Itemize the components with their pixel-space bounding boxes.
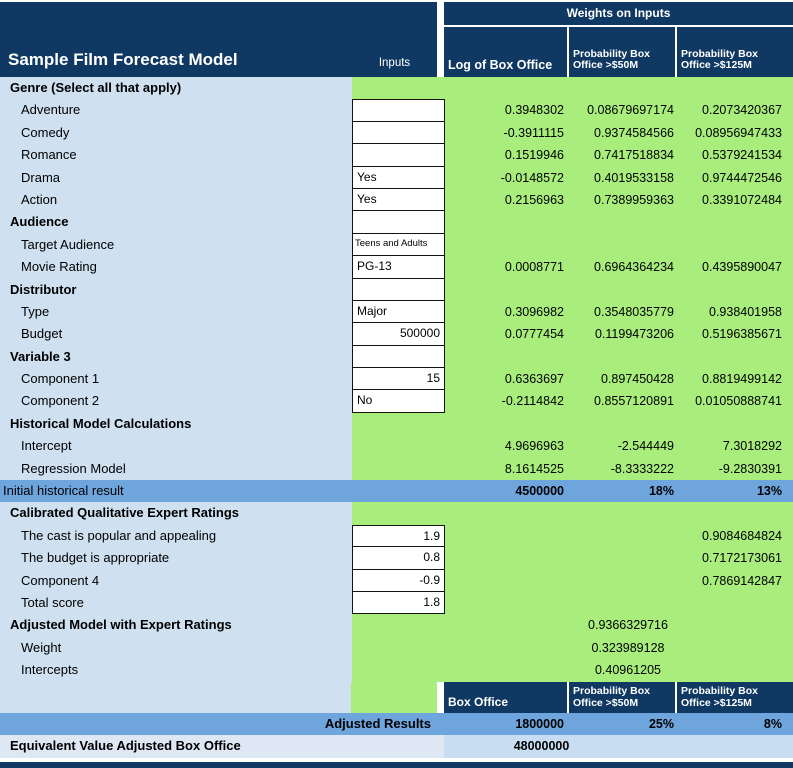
row-component-2: [0, 390, 793, 412]
row-label: Target Audience: [0, 234, 352, 256]
value-cell: 0.2156963: [504, 192, 564, 207]
row-label: Action: [0, 189, 352, 211]
section-row-calibrated: [0, 502, 793, 524]
page-title: Sample Film Forecast Model: [8, 50, 238, 69]
row-regression-model: [0, 458, 793, 480]
input-drama[interactable]: Yes: [352, 167, 445, 189]
row-component-4: [0, 570, 793, 592]
row-drama: [0, 167, 793, 189]
input-component-1[interactable]: 15: [352, 368, 445, 390]
row-label: Comedy: [0, 122, 352, 144]
row-label: Movie Rating: [0, 256, 352, 278]
value-cell: 0.3548035779: [594, 304, 674, 319]
band-label: Adjusted Results: [324, 715, 431, 731]
value-cell: 0.323989128: [591, 640, 665, 655]
header-gap: [437, 2, 444, 77]
value-cell: 0.6363697: [504, 372, 564, 387]
value-cell: 7.3018292: [722, 439, 782, 454]
input-component-2[interactable]: No: [352, 390, 445, 412]
row-label: The cast is popular and appealing: [0, 525, 352, 547]
value-cell: 0.4019533158: [594, 170, 674, 185]
value-area: [444, 735, 793, 758]
col-header-box-office: Box Office: [444, 682, 567, 713]
value-cell: 0.3391072484: [702, 192, 782, 207]
weights-on-inputs-header: Weights on Inputs: [444, 2, 793, 25]
col-header-prob-50m-bottom: Probability Box Office >$50M: [569, 682, 675, 713]
value-cell: 0.3948302: [504, 103, 564, 118]
section-row-variable-3: [0, 346, 793, 368]
value-cell: 0.1199473206: [594, 327, 674, 342]
col-header-log-of-box-office: Log of Box Office: [444, 27, 567, 77]
section-row-audience: [0, 211, 793, 233]
header-gap: [437, 682, 444, 713]
value-cell: 13%: [756, 484, 782, 499]
row-type: [0, 301, 793, 323]
section-label: Variable 3: [0, 346, 352, 368]
value-cell: 0.3096982: [504, 304, 564, 319]
row-label: Romance: [0, 144, 352, 166]
value-cell: 0.9366329716: [588, 618, 668, 633]
row-label: Intercept: [0, 435, 352, 457]
row-component-1: [0, 368, 793, 390]
value-cell: 0.6964364234: [594, 260, 674, 275]
input-movie-rating[interactable]: PG-13: [352, 256, 445, 278]
section-row-genre: [0, 77, 793, 99]
value-cell: 0.7417518834: [594, 148, 674, 163]
section-row-historical: [0, 413, 793, 435]
inputs-column-label: Inputs: [378, 57, 411, 69]
row-intercepts: [0, 659, 793, 681]
row-label: Equivalent Value Adjusted Box Office: [0, 735, 444, 758]
section-label: Historical Model Calculations: [0, 413, 352, 435]
value-cell: 0.0008771: [504, 260, 564, 275]
row-label: Adventure: [0, 99, 352, 121]
value-cell: 0.7869142847: [702, 573, 782, 588]
title-block: [0, 2, 437, 77]
row-label: Type: [0, 301, 352, 323]
row-adventure: [0, 99, 793, 121]
row-romance: [0, 144, 793, 166]
value-cell: 8%: [763, 716, 782, 731]
value-cell: 4.9696963: [504, 439, 564, 454]
value-cell: -0.0148572: [500, 170, 564, 185]
value-cell: 25%: [648, 716, 674, 731]
input-budget[interactable]: 500000: [352, 323, 445, 345]
section-label: Distributor: [0, 279, 352, 301]
input-romance[interactable]: [352, 144, 445, 166]
input-component-4-rating[interactable]: -0.9: [352, 570, 445, 592]
value-cell: 18%: [648, 484, 674, 499]
bottom-header: [0, 682, 793, 713]
value-cell: 0.4395890047: [702, 260, 782, 275]
value-cell: 0.40961205: [594, 663, 662, 678]
input-total-score[interactable]: 1.8: [352, 592, 445, 614]
section-label: Audience: [0, 211, 352, 233]
input-audience[interactable]: [352, 211, 445, 233]
row-intercept: [0, 435, 793, 457]
row-label: The budget is appropriate: [0, 547, 352, 569]
row-cast-popular: [0, 525, 793, 547]
value-cell: 0.5196385671: [702, 327, 782, 342]
section-label: Genre (Select all that apply): [0, 77, 352, 99]
value-cell: -2.544449: [617, 439, 674, 454]
value-cell: 0.938401958: [709, 304, 782, 319]
row-budget: [0, 323, 793, 345]
footer-bar: [0, 762, 793, 768]
row-action: [0, 189, 793, 211]
value-cell: 1800000: [515, 716, 564, 731]
adjusted-results-band: [0, 713, 793, 735]
value-cell: 0.08956947433: [695, 125, 782, 140]
green-filler: [351, 682, 437, 713]
top-header: [0, 2, 793, 77]
section-row-distributor: [0, 279, 793, 301]
input-type[interactable]: Major: [352, 301, 445, 323]
value-cell: 0.08679697174: [587, 103, 674, 118]
value-cell: -8.3333222: [610, 461, 674, 476]
value-cell: -9.2830391: [718, 461, 782, 476]
weights-block: [444, 2, 793, 77]
row-label: Total score: [0, 592, 352, 614]
row-label: Intercepts: [0, 659, 352, 681]
row-label: Drama: [0, 167, 352, 189]
input-distributor[interactable]: [352, 279, 445, 301]
value-cell: -0.3911115: [503, 125, 564, 140]
input-variable-3[interactable]: [352, 346, 445, 368]
input-budget-rating[interactable]: 0.8: [352, 547, 445, 569]
value-cell: 0.8819499142: [702, 372, 782, 387]
value-cell: 0.2073420367: [702, 103, 782, 118]
row-total-score: [0, 592, 793, 614]
col-header-prob-125m: Probability Box Office >$125M: [677, 27, 793, 77]
value-cell: 0.8557120891: [594, 394, 674, 409]
input-target-audience[interactable]: Teens and Adults: [352, 234, 445, 256]
value-cell: 48000000: [513, 738, 570, 753]
row-budget-appropriate: [0, 547, 793, 569]
row-label: Regression Model: [0, 458, 352, 480]
input-comedy[interactable]: [352, 122, 445, 144]
value-cell: 0.01050888741: [695, 394, 782, 409]
input-action[interactable]: Yes: [352, 189, 445, 211]
section-row-adjusted-model: [0, 614, 793, 636]
row-target-audience: [0, 234, 793, 256]
row-movie-rating: [0, 256, 793, 278]
value-cell: -0.2114842: [501, 394, 564, 409]
value-cell: 0.0777454: [504, 327, 564, 342]
value-cell: 0.7389959363: [594, 192, 674, 207]
value-cell: 0.9084684824: [702, 528, 782, 543]
row-comedy: [0, 122, 793, 144]
value-cell: 4500000: [515, 484, 564, 499]
section-label: Adjusted Model with Expert Ratings: [0, 614, 352, 636]
value-cell: 0.5379241534: [702, 148, 782, 163]
value-cell: 0.9374584566: [594, 125, 674, 140]
col-header-prob-50m: Probability Box Office >$50M: [569, 27, 675, 77]
value-cell: 0.9744472546: [702, 170, 782, 185]
panel-filler: [0, 682, 351, 713]
section-label: Calibrated Qualitative Expert Ratings: [0, 502, 352, 524]
input-adventure[interactable]: [352, 99, 445, 121]
col-header-prob-125m-bottom: Probability Box Office >$125M: [677, 682, 793, 713]
band-label: Initial historical result: [3, 483, 124, 499]
value-cell: 8.1614525: [504, 461, 564, 476]
value-cell: 0.897450428: [601, 372, 674, 387]
value-cell: 0.1519946: [504, 148, 564, 163]
row-label: Budget: [0, 323, 352, 345]
row-label: Component 1: [0, 368, 352, 390]
equivalent-value-row: [0, 735, 793, 758]
input-cast-rating[interactable]: 1.9: [352, 525, 445, 547]
row-label: Component 2: [0, 390, 352, 412]
initial-historical-result-band: [0, 480, 793, 502]
value-cell: 0.7172173061: [702, 551, 782, 566]
row-weight: [0, 637, 793, 659]
row-label: Weight: [0, 637, 352, 659]
row-label: Component 4: [0, 570, 352, 592]
